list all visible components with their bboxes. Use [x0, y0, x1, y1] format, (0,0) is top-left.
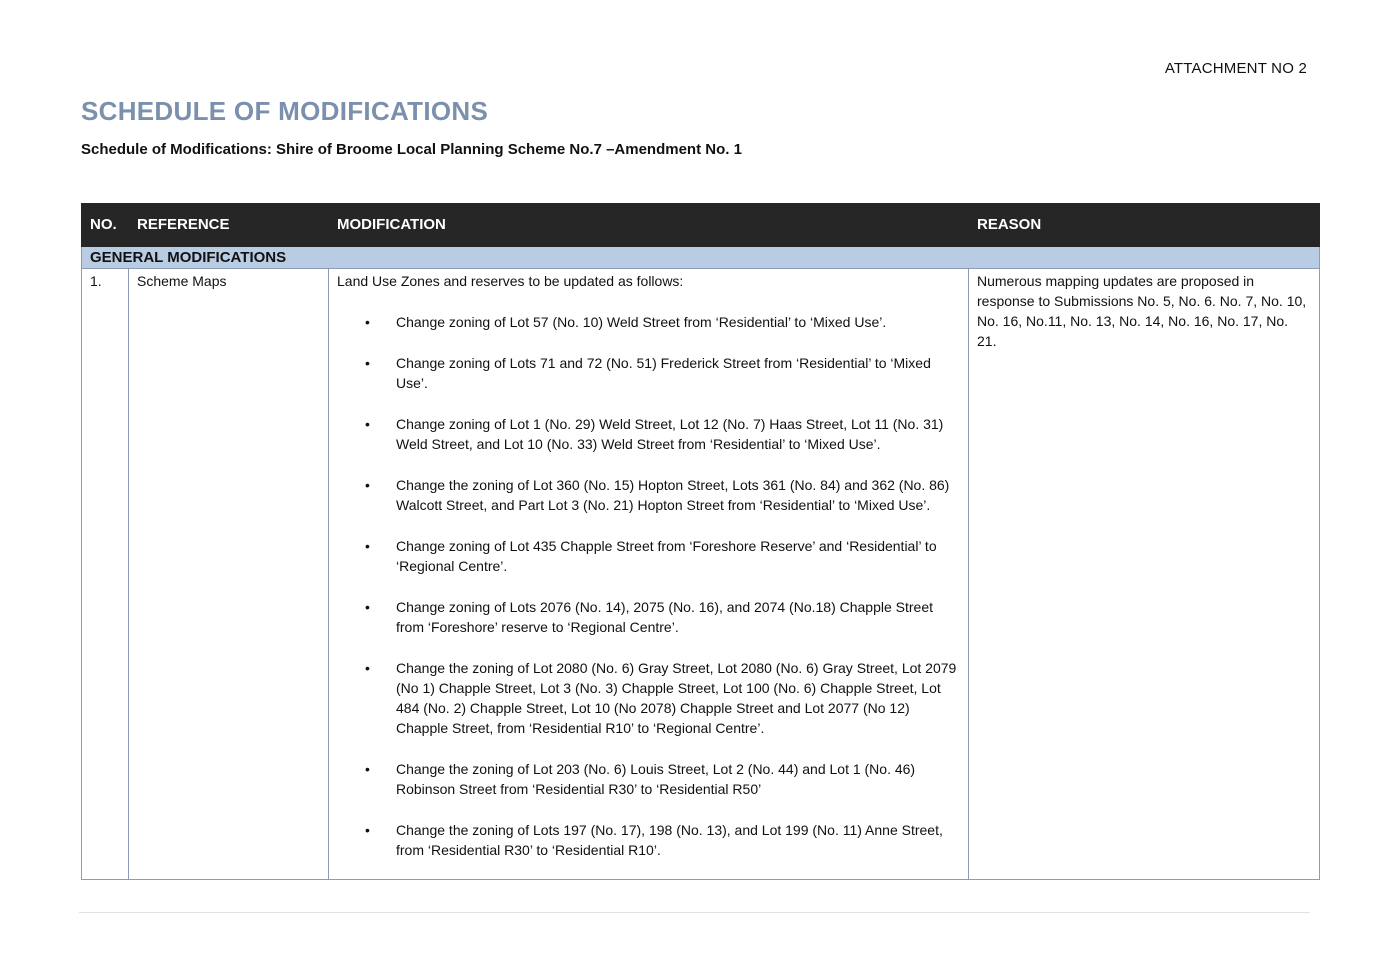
table-header-row [82, 204, 1320, 247]
bullet-icon: • [365, 822, 370, 838]
column-header-modification: MODIFICATION [329, 204, 969, 247]
list-item [337, 475, 960, 515]
list-item-text: Change zoning of Lot 435 Chapple Street from ‘Foreshore Reserve’ and ‘Residential’ to ‘Regional Centre’. [396, 538, 937, 574]
row-modification [329, 269, 969, 880]
list-item-text: Change zoning of Lots 2076 (No. 14), 2075 (No. 16), and 2074 (No.18) Chapple Street from ‘Foreshore’ reserve to ‘Regional Centre’. [396, 599, 934, 635]
column-header-no: NO. [82, 204, 129, 247]
column-header-reference: REFERENCE [129, 204, 329, 247]
list-item-text: Change zoning of Lot 57 (No. 10) Weld Street from ‘Residential’ to ‘Mixed Use’. [396, 314, 887, 330]
bullet-icon: • [365, 599, 370, 615]
row-reference: Scheme Maps [129, 269, 329, 880]
row-number: 1. [82, 269, 129, 880]
bullet-icon: • [365, 761, 370, 777]
section-row [82, 247, 1320, 269]
list-item [337, 658, 960, 738]
list-item-text: Change zoning of Lots 71 and 72 (No. 51) Frederick Street from ‘Residential’ to ‘Mixed Use’. [396, 355, 931, 391]
list-item [337, 536, 960, 576]
list-item [337, 414, 960, 454]
page-subtitle: Schedule of Modifications: Shire of Broome Local Planning Scheme No.7 –Amendment No. 1 [81, 141, 742, 158]
list-item [337, 597, 960, 637]
list-item [337, 759, 960, 799]
modification-intro: Land Use Zones and reserves to be updated as follows: [337, 273, 684, 289]
row-reason: Numerous mapping updates are proposed in response to Submissions No. 5, No. 6. No. 7, No. 10, No. 16, No.11, No. 13, No. 14, No. 16, No. 17, No. 21. [969, 269, 1320, 880]
schedule-table [81, 203, 1320, 880]
bullet-icon: • [365, 538, 370, 554]
bullet-icon: • [365, 660, 370, 676]
list-item [337, 353, 960, 393]
list-item [337, 820, 960, 860]
list-item-text: Change the zoning of Lot 2080 (No. 6) Gray Street, Lot 2080 (No. 6) Gray Street, Lot 2079 (No 1) Chapple Street, Lot 3 (No. 3) Chapple Street, Lot 100 (No. 6) Chapple Street, Lot 484 (No. 2) Chapple Street, Lot 10 (No 2078) Chapple Street and Lot 2077 (No 12) Chapple Street, from ‘Residential R10’ to ‘Regional Centre’. [396, 660, 957, 736]
list-item-text: Change the zoning of Lot 203 (No. 6) Louis Street, Lot 2 (No. 44) and Lot 1 (No. 46) Robinson Street from ‘Residential R30’ to ‘Residential R50’ [396, 761, 916, 797]
table-row [82, 269, 1320, 880]
bullet-icon: • [365, 416, 370, 432]
column-header-reason: REASON [969, 204, 1320, 247]
modification-list [337, 312, 960, 860]
bullet-icon: • [365, 355, 370, 371]
page-title: SCHEDULE OF MODIFICATIONS [81, 96, 489, 126]
bullet-icon: • [365, 477, 370, 493]
section-label: GENERAL MODIFICATIONS [82, 247, 1320, 269]
bullet-icon: • [365, 314, 370, 330]
list-item-text: Change the zoning of Lots 197 (No. 17), 198 (No. 13), and Lot 199 (No. 11) Anne Street, from ‘Residential R30’ to ‘Residential R10’. [396, 822, 943, 858]
footer-divider [79, 912, 1310, 913]
list-item [337, 312, 960, 332]
list-item-text: Change the zoning of Lot 360 (No. 15) Hopton Street, Lots 361 (No. 84) and 362 (No. 86) Walcott Street, and Part Lot 3 (No. 21) Hopton Street from ‘Residential’ to ‘Mixed Use’. [396, 477, 950, 513]
attachment-label: ATTACHMENT NO 2 [1164, 60, 1307, 77]
list-item-text: Change zoning of Lot 1 (No. 29) Weld Street, Lot 12 (No. 7) Haas Street, Lot 11 (No. 31) Weld Street, and Lot 10 (No. 33) Weld Street from ‘Residential’ to ‘Mixed Use’. [396, 416, 944, 452]
